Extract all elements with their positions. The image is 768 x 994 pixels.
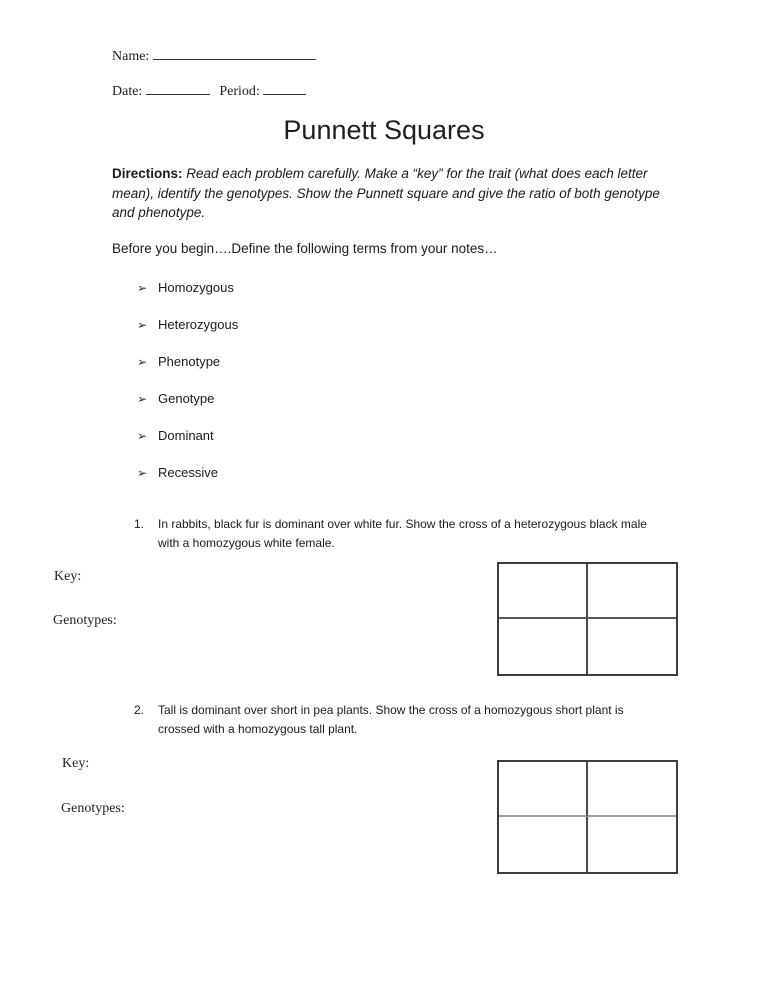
terms-list (137, 280, 238, 481)
term-label: Genotype (158, 391, 215, 406)
term-item-dominant (137, 428, 238, 444)
punnett-square-1 (497, 562, 678, 676)
question-1-number: 1. (134, 517, 145, 531)
term-item-genotype (137, 391, 238, 407)
term-label: Dominant (158, 428, 214, 443)
punnett-cell[interactable] (499, 762, 588, 817)
key-label-1: Key: (54, 569, 82, 584)
term-item-heterozygous (137, 317, 238, 333)
period-label: Period: (219, 84, 260, 99)
term-label: Phenotype (158, 354, 221, 369)
date-period-line (112, 81, 306, 100)
arrow-bullet-icon: ➢ (137, 466, 148, 480)
punnett-square-2 (497, 760, 678, 874)
punnett-cell[interactable] (588, 619, 677, 674)
question-1 (134, 515, 660, 553)
arrow-bullet-icon: ➢ (137, 318, 148, 332)
term-label: Recessive (158, 465, 218, 480)
punnett-cell[interactable] (499, 817, 588, 872)
arrow-bullet-icon: ➢ (137, 281, 148, 295)
arrow-bullet-icon: ➢ (137, 392, 148, 406)
key-label-2: Key: (62, 756, 90, 771)
punnett-cell[interactable] (499, 564, 588, 619)
punnett-cell[interactable] (499, 619, 588, 674)
genotypes-label-1: Genotypes: (53, 613, 117, 628)
punnett-cell[interactable] (588, 762, 677, 817)
arrow-bullet-icon: ➢ (137, 429, 148, 443)
before-you-begin-line: Before you begin….Define the following terms from your notes… (112, 241, 498, 256)
period-blank-field[interactable] (263, 81, 306, 95)
question-2-text: Tall is dominant over short in pea plants. Show the cross of a homozygous short plant is crossed with a homozygous tall plant. (158, 703, 624, 736)
term-label: Homozygous (158, 280, 234, 295)
question-2 (134, 701, 660, 739)
term-item-phenotype (137, 354, 238, 370)
name-blank-field[interactable] (153, 46, 316, 60)
date-blank-field[interactable] (146, 81, 210, 95)
term-label: Heterozygous (158, 317, 239, 332)
page-title: Punnett Squares (283, 115, 485, 145)
question-1-text: In rabbits, black fur is dominant over white fur. Show the cross of a heterozygous black male with a homozygous white female. (158, 517, 647, 550)
name-label: Name: (112, 49, 150, 64)
directions-label: Directions: (112, 166, 183, 181)
punnett-cell[interactable] (588, 564, 677, 619)
directions-paragraph (112, 164, 664, 223)
punnett-cell[interactable] (588, 817, 677, 872)
term-item-recessive (137, 465, 238, 481)
genotypes-label-2: Genotypes: (61, 801, 125, 816)
arrow-bullet-icon: ➢ (137, 355, 148, 369)
directions-text: Read each problem carefully. Make a “key” for the trait (what does each letter mean), identify the genotypes. Show the Punnett square and give the ratio of both genotype and phenotype. (112, 166, 660, 220)
name-line (112, 46, 316, 65)
date-label: Date: (112, 84, 143, 99)
question-2-number: 2. (134, 703, 145, 717)
term-item-homozygous (137, 280, 238, 296)
